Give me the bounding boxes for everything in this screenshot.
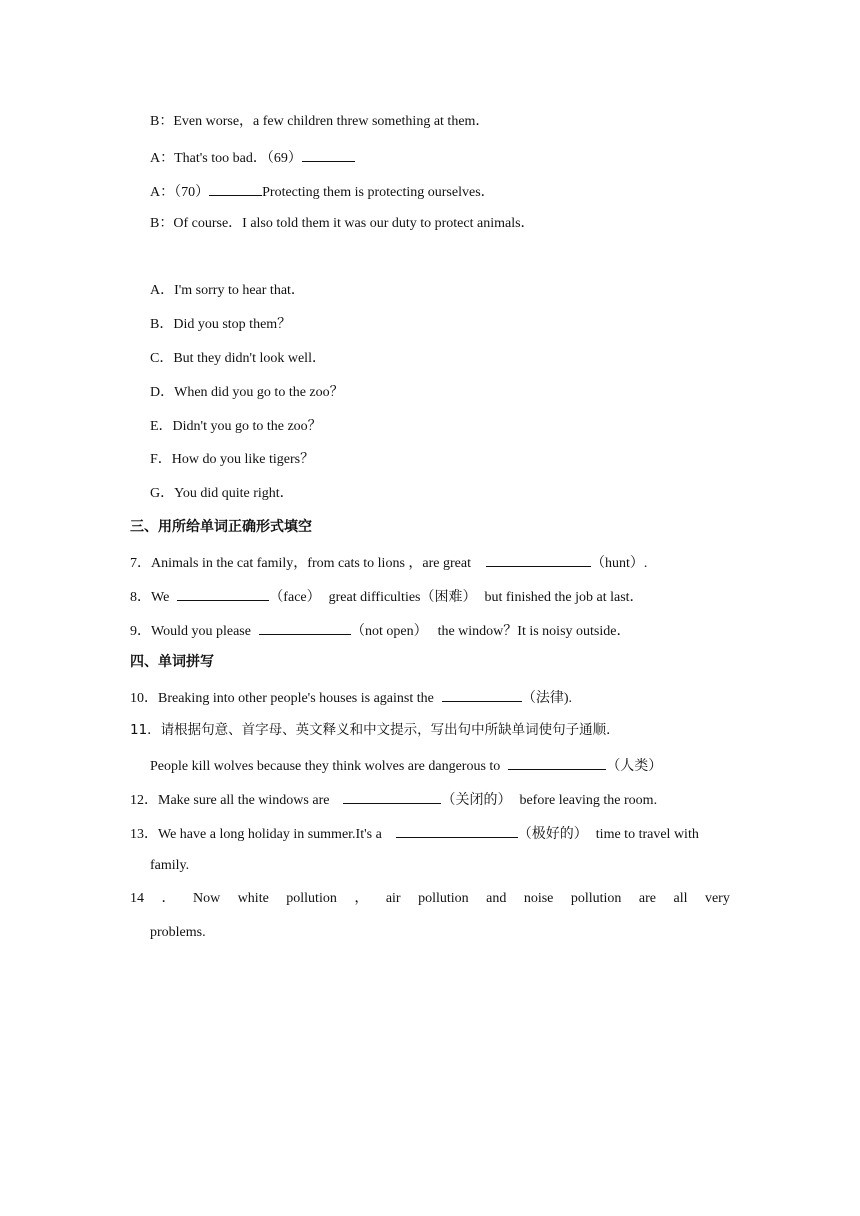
question-10 [130, 686, 572, 709]
question-11 [150, 754, 662, 777]
question-11-instructions: 11．请根据句意、首字母、英文释义和中文提示，写出句中所缺单词使句子通顺． [130, 722, 620, 738]
word: all [673, 891, 688, 906]
punct: ． [161, 891, 176, 906]
punct: ， [354, 891, 369, 906]
dialogue-text: Of course．I also told them it was our duty to protect animals． [173, 216, 535, 231]
speaker-label: B： [150, 114, 174, 129]
word: pollution [418, 891, 469, 906]
option-c: C．But they didn't look well． [150, 351, 326, 366]
question-14-continuation: problems. [150, 925, 206, 940]
dialogue-line-1 [150, 112, 489, 132]
answer-blank-70[interactable] [209, 180, 262, 196]
question-text: 8．We [130, 590, 170, 605]
option-f: F．How do you like tigers？ [150, 452, 315, 467]
word-hint: （法律). [521, 691, 573, 706]
option-d: D．When did you go to the zoo？ [150, 385, 344, 400]
answer-blank-11[interactable] [508, 754, 606, 770]
question-7 [130, 551, 647, 574]
question-text: the window？It is noisy outside． [437, 624, 631, 639]
dialogue-text: Even worse，a few children threw something at them． [173, 114, 490, 129]
option-a: A．I'm sorry to hear that． [150, 283, 305, 298]
word: very [704, 891, 730, 906]
question-8 [130, 585, 644, 608]
question-text: before leaving the room. [519, 793, 658, 808]
question-text: People kill wolves because they think wolves are dangerous to [150, 759, 501, 774]
word-hint: （face） [269, 590, 321, 605]
question-number: 14 [130, 891, 144, 906]
word: noise [523, 891, 554, 906]
answer-blank-9[interactable] [259, 619, 351, 635]
dialogue-line-2 [150, 146, 355, 169]
answer-blank-69[interactable] [302, 146, 355, 162]
dialogue-line-4 [150, 214, 535, 234]
option-g: G．You did quite right． [150, 486, 294, 501]
section-3-heading: 三、用所给单词正确形式填空 [130, 519, 312, 535]
question-text: 12．Make sure all the windows are [130, 793, 330, 808]
question-14 [130, 889, 730, 909]
section-4-heading: 四、单词拼写 [130, 654, 214, 670]
question-13 [130, 822, 699, 845]
word: are [638, 891, 656, 906]
word: pollution [570, 891, 622, 906]
question-9 [130, 619, 630, 642]
question-13-continuation: family. [150, 858, 190, 873]
speaker-label: A： [150, 151, 175, 166]
question-text: 7．Animals in the cat family，from cats to lions ，are great [130, 556, 471, 571]
word-hint: （not open） [350, 624, 428, 639]
question-text: time to travel with [595, 827, 699, 842]
word: white [237, 891, 269, 906]
answer-blank-13[interactable] [396, 822, 518, 838]
option-b: B．Did you stop them？ [150, 317, 292, 332]
word-hint: （人类） [606, 759, 663, 774]
question-text: 10．Breaking into other people's houses is against the [130, 691, 434, 706]
question-text: but finished the job at last． [484, 590, 644, 605]
word-hint: （关闭的） [441, 793, 512, 808]
answer-blank-7[interactable] [486, 551, 591, 567]
word: Now [192, 891, 221, 906]
question-text: 13．We have a long holiday in summer.It's a [130, 827, 382, 842]
dialogue-text: Protecting them is protecting ourselves． [262, 185, 495, 200]
dialogue-line-3 [150, 180, 495, 203]
speaker-label: B： [150, 216, 174, 231]
word: pollution [286, 891, 337, 906]
word-hint: （hunt）. [590, 556, 648, 571]
word: air [385, 891, 401, 906]
question-number: （70） [174, 185, 210, 200]
option-e: E．Didn't you go to the zoo？ [150, 419, 322, 434]
question-text: great difficulties（困难） [328, 590, 477, 605]
answer-blank-12[interactable] [343, 788, 441, 804]
question-text: 9．Would you please [130, 624, 251, 639]
word-hint: （极好的） [517, 827, 588, 842]
answer-blank-10[interactable] [442, 686, 522, 702]
word: and [486, 891, 507, 906]
answer-blank-8[interactable] [177, 585, 269, 601]
dialogue-text: That's too bad．（69） [174, 151, 302, 166]
question-12 [130, 788, 657, 811]
speaker-label: A： [150, 185, 175, 200]
